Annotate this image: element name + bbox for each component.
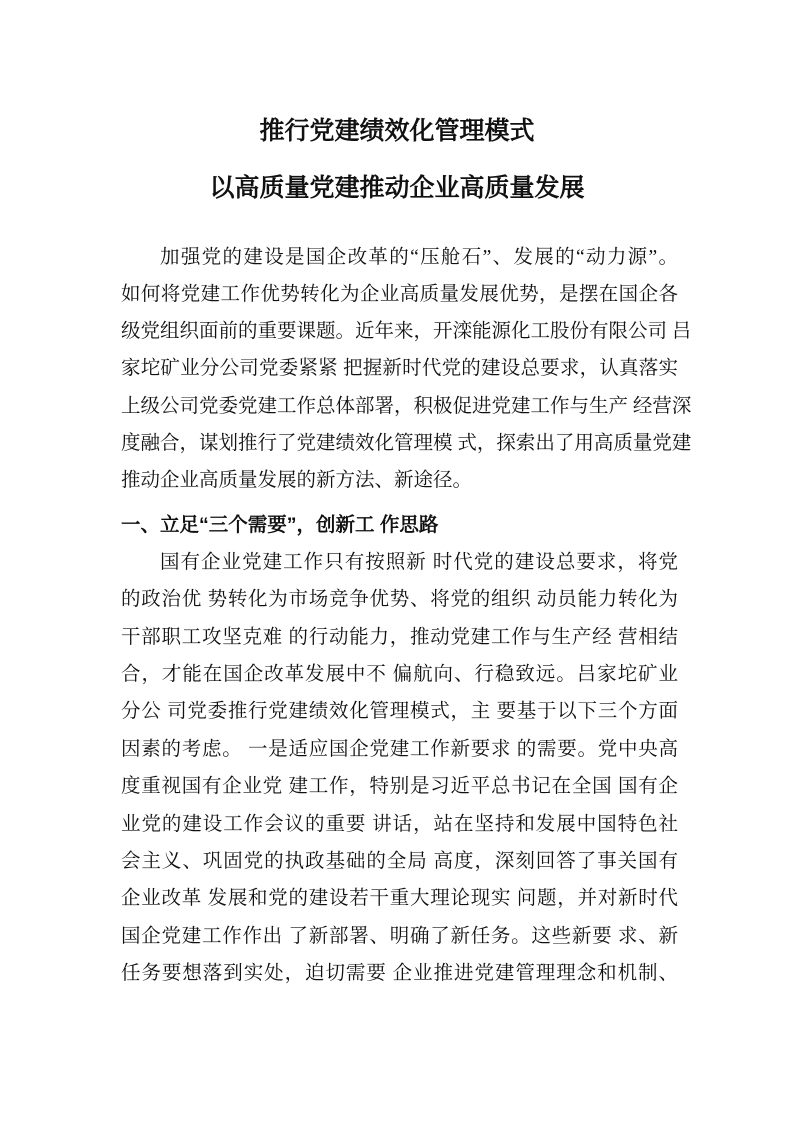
- text-line: 因素的考虑。 一是适应国企党建工作新要求 的需要。党中央高: [121, 739, 678, 760]
- section-heading: 一、立足“三个需要”，创新工 作思路: [121, 514, 439, 536]
- text-line: 干部职工攻坚克难 的行动能力，推动党建工作与生产经 营相结: [121, 627, 678, 648]
- text-line: 国有企业党建工作只有按照新 时代党的建设总要求，将党: [160, 552, 678, 573]
- text-line: 如何将党建工作优势转化为企业高质量发展优势，是摆在国企各: [121, 284, 678, 305]
- text-line: 上级公司党委党建工作总体部署，积极促进党建工作与生产 经营深: [121, 396, 692, 417]
- text-line: 国企党建工作作出 了新部署、明确了新任务。这些新要 求、新: [121, 926, 678, 947]
- text-line: 合，才能在国企改革发展中不 偏航向、行稳致远。吕家坨矿业: [121, 664, 678, 685]
- text-line: 度融合，谋划推行了党建绩效化管理模 式，探索出了用高质量党建: [121, 433, 692, 454]
- document-title-line-2: 以高质量党建推动企业高质量发展: [209, 174, 585, 202]
- text-line: 任务要想落到实处，迫切需要 企业推进党建管理理念和机制、: [121, 963, 678, 984]
- text-line: 会主义、巩固党的执政基础的全局 高度，深刻回答了事关国有: [121, 851, 678, 872]
- text-line: 分公 司党委推行党建绩效化管理模式，主 要基于以下三个方面: [121, 701, 678, 722]
- text-line: 的政治优 势转化为市场竞争优势、将党的组织 动员能力转化为: [121, 589, 678, 610]
- text-line: 级党组织面前的重要课题。近年来，开滦能源化工股份有限公司 吕: [121, 321, 692, 342]
- text-line: 家坨矿业分公司党委紧紧 把握新时代党的建设总要求，认真落实: [121, 358, 678, 379]
- text-line: 企业改革 发展和党的建设若干重大理论现实 问题，并对新时代: [121, 888, 678, 909]
- text-line: 业党的建设工作会议的重要 讲话，站在坚持和发展中国特色社: [121, 814, 678, 835]
- text-line: 度重视国有企业党 建工作，特别是习近平总书记在全国 国有企: [121, 776, 678, 797]
- document-title-line-1: 推行党建绩效化管理模式: [259, 117, 535, 145]
- text-line: 推动企业高质量发展的新方法、新途径。: [121, 470, 473, 491]
- text-line: 加强党的建设是国企改革的“压舱石”、发展的“动力源”。: [160, 247, 678, 268]
